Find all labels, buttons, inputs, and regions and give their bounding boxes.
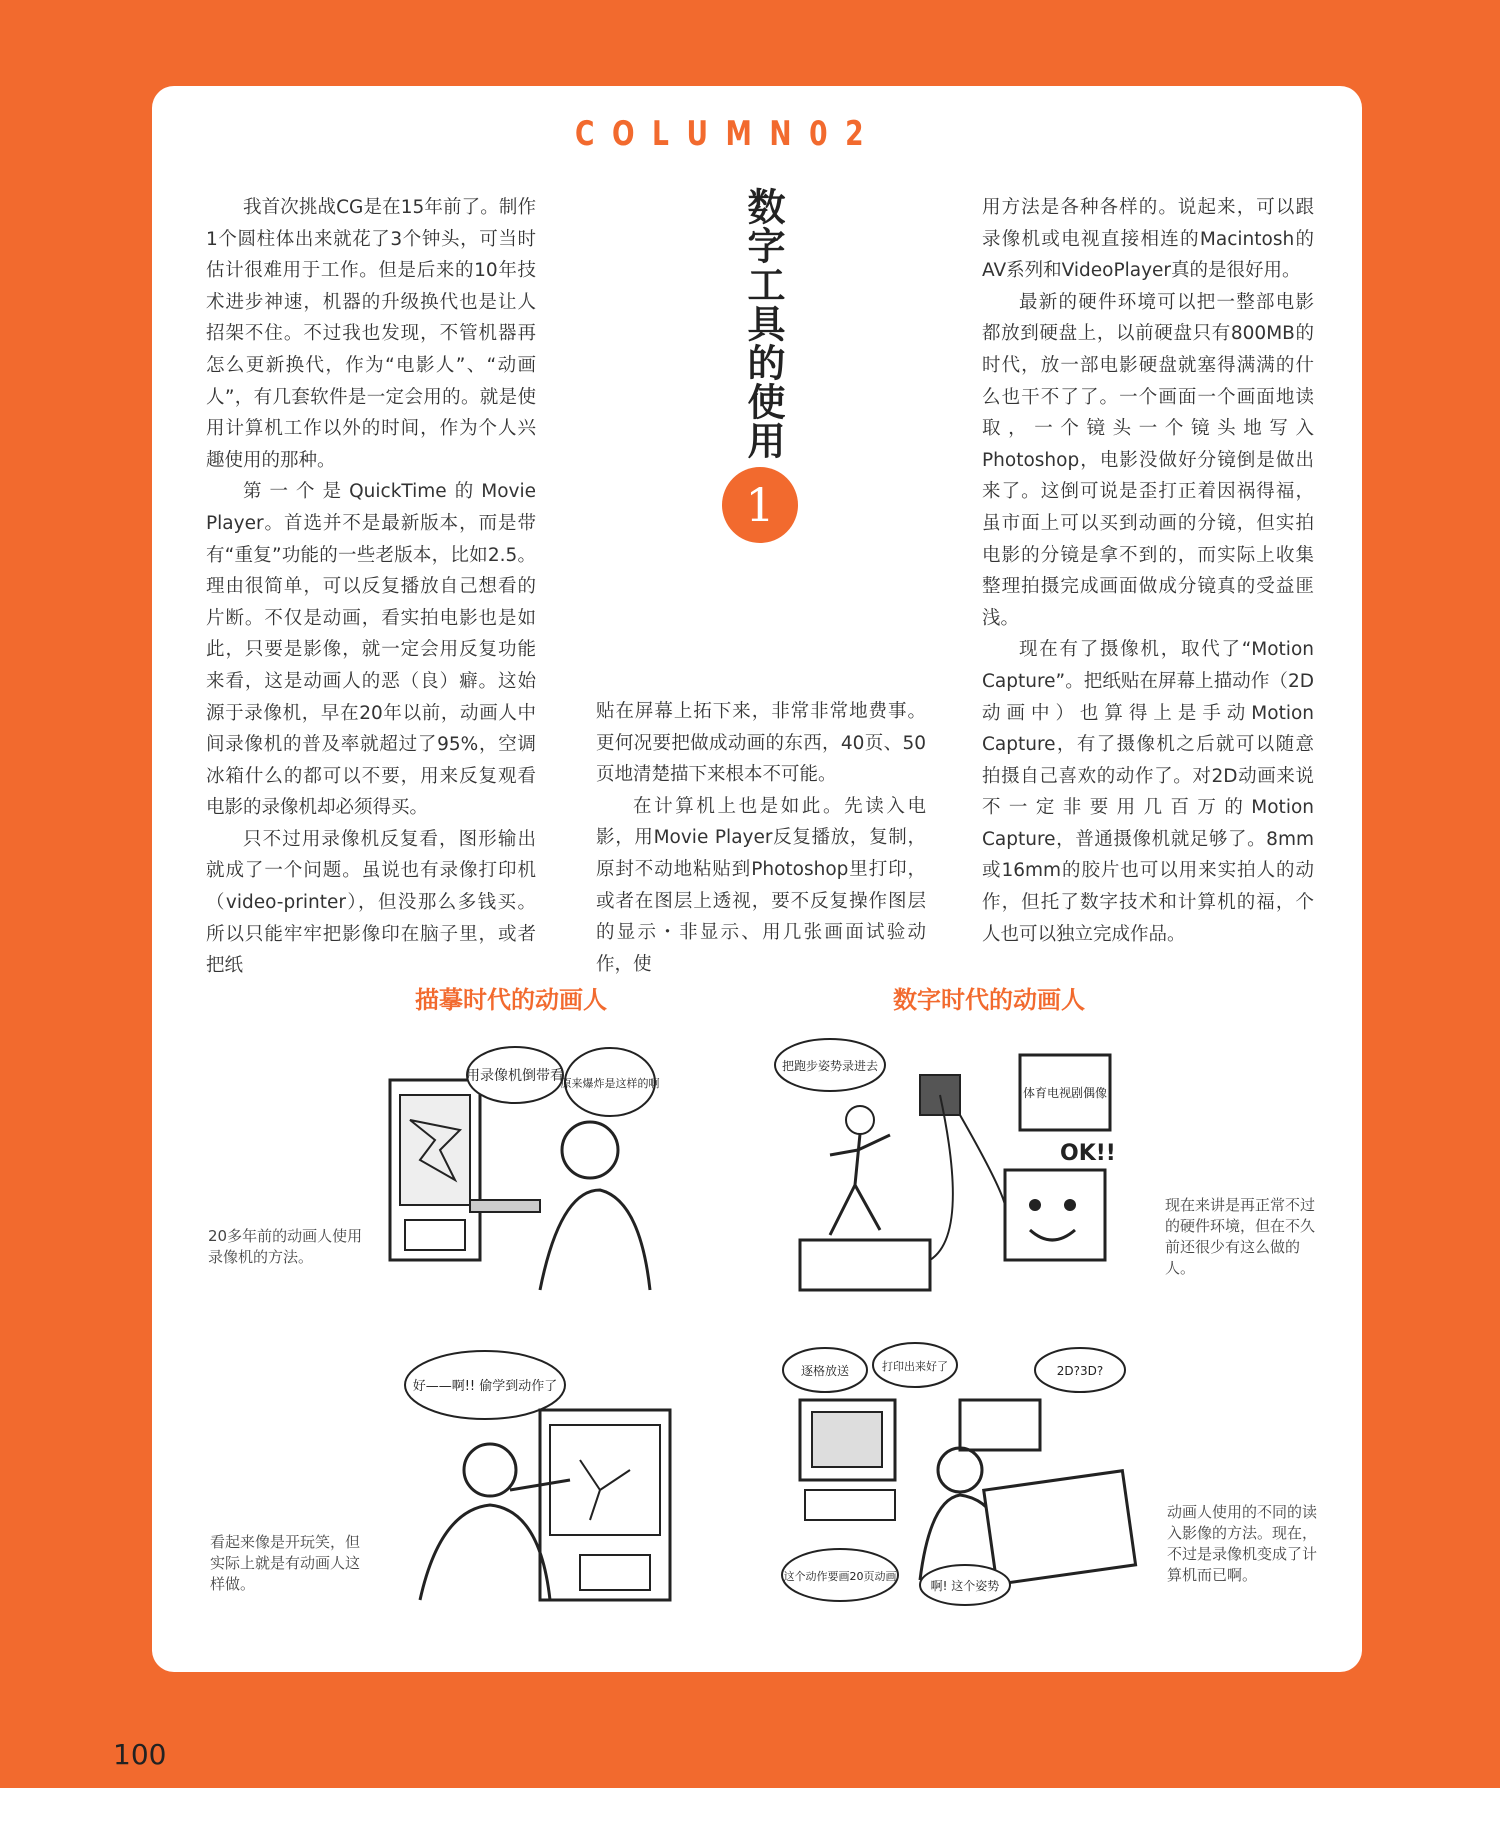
column-letter: O [611, 114, 635, 154]
tv-screen-text: 体育电视剧偶像 [1022, 1086, 1108, 1100]
column-letter: 2 [845, 114, 864, 154]
paragraph: 第一个是QuickTime的Movie Player。首选并不是最新版本，而是带有“重复”功能的一些老版本，比如2.5。理由很简单，可以反复播放自己想看的片断。不仅是动画，看实拍电影也是如此，只要是影像，就一定会用反复功能来看，这是动画人的恶（良）癖。这始源于录像机，早在20年以前，动画人中间录像机的普及率就超过了95%，空调冰箱什么的都可以不要，用来反复观看电影的录像机却必须得买。 [206, 481, 536, 819]
speech-bubble-text: 原来爆炸是这样的啊 [560, 1077, 660, 1090]
speech-bubble-text: 把跑步姿势录进去 [781, 1059, 879, 1073]
speech-bubble-text: 2D?3D? [1056, 1364, 1104, 1378]
speech-bubble-text: 啊! 这个姿势 [930, 1579, 1000, 1593]
illustration-computer-workflow [780, 1340, 1140, 1610]
section-title-right: 数字时代的动画人 [893, 986, 1085, 1014]
article-title: 数字工具的使用 [741, 187, 785, 460]
paragraph: 在计算机上也是如此。先读入电影，用Movie Player反复播放，复制，原封不动地粘贴到Photoshop里打印，或者在图层上透视，要不反复操作图层的显示・非显示、用几张画面试验动作，使 [596, 795, 926, 975]
speech-bubble-text: 打印出来好了 [882, 1360, 948, 1373]
text-column-1 [206, 192, 536, 982]
column-letter: C [575, 114, 595, 154]
caption-vcr: 20多年前的动画人使用录像机的方法。 [208, 1227, 363, 1266]
section-title-left: 描摹时代的动画人 [415, 986, 607, 1014]
illustration-digital-setup [770, 1035, 1150, 1305]
column-letter: N [769, 114, 792, 154]
paragraph: 最新的硬件环境可以把一整部电影都放到硬盘上，以前硬盘只有800MB的时代，放一部电影硬盘就塞得满满的什么也干不了了。一个画面一个画面地读取，一个镜头一个镜头地写入Photoshop，电影没做好分镜倒是做出来了。这倒可说是歪打正着因祸得福，虽市面上可以买到动画的分镜，但实拍电影的分镜是拿不到的，而实际上收集整理拍摄完成画面做成分镜真的受益匪浅。 [982, 291, 1314, 629]
paragraph: 贴在屏幕上拓下来，非常非常地费事。更何况要把做成动画的东西，40页、50页地清楚描下来根本不可能。 [596, 701, 926, 786]
page-number: 100 [113, 1738, 167, 1771]
paragraph: 只不过用录像机反复看，图形输出就成了一个问题。虽说也有录像打印机（video-printer），但没那么多钱买。所以只能牢牢把影像印在脑子里，或者把纸 [206, 828, 536, 977]
page-number-rule [0, 1776, 166, 1778]
paragraph: 我首次挑战CG是在15年前了。制作1个圆柱体出来就花了3个钟头，可当时估计很难用于工作。但是后来的10年技术进步神速，机器的升级换代也是让人招架不住。不过我也发现，不管机器再怎么更新换代，作为“电影人”、“动画人”，有几套软件是一定会用的。就是使用计算机工作以外的时间，作为个人兴趣使用的那种。 [206, 197, 536, 471]
text-column-3 [982, 192, 1314, 950]
caption-computer-workflow: 动画人使用的不同的读入影像的方法。现在，不过是录像机变成了计算机而已啊。 [1167, 1503, 1318, 1584]
paragraph: 现在有了摄像机，取代了“Motion Capture”。把纸贴在屏幕上描动作（2D动画中）也算得上是手动Motion Capture，有了摄像机之后就可以随意拍摄自己喜欢的动作了。对2D动画来说不一定非要用几百万的Motion Capture，普通摄像机就足够了。8mm或16mm的胶片也可以用来实拍人的动作，但托了数字技术和计算机的福，个人也可以独立完成作品。 [982, 639, 1314, 945]
caption-tracing: 看起来像是开玩笑，但实际上就是有动画人这样做。 [210, 1533, 361, 1593]
page-bottom-strip [0, 1788, 1500, 1840]
text-column-2 [596, 696, 926, 980]
speech-bubble-text: 好——啊!! 偷学到动作了 [412, 1379, 558, 1394]
ok-exclamation: OK!! [1060, 1141, 1116, 1166]
illustration-tracing-screen [400, 1340, 690, 1610]
caption-digital-setup: 现在来讲是再正常不过的硬件环境，但在不久前还很少有这么做的人。 [1165, 1196, 1316, 1277]
paragraph: 用方法是各种各样的。说起来，可以跟录像机或电视直接相连的Macintosh的AV系列和VideoPlayer真的是很好用。 [982, 197, 1314, 282]
chapter-number-badge: 1 [722, 467, 798, 543]
speech-bubble-text: 逐格放送 [800, 1364, 850, 1378]
illustration-vcr-animator [360, 1040, 660, 1300]
column-heading [575, 114, 864, 154]
column-letter: M [725, 114, 752, 154]
column-letter: 0 [809, 114, 828, 154]
speech-bubble-text: 用录像机倒带看 [466, 1068, 564, 1084]
column-letter: L [652, 114, 669, 154]
column-letter: U [686, 114, 708, 154]
speech-bubble-text: 这个动作要画20页动画 [783, 1570, 897, 1583]
